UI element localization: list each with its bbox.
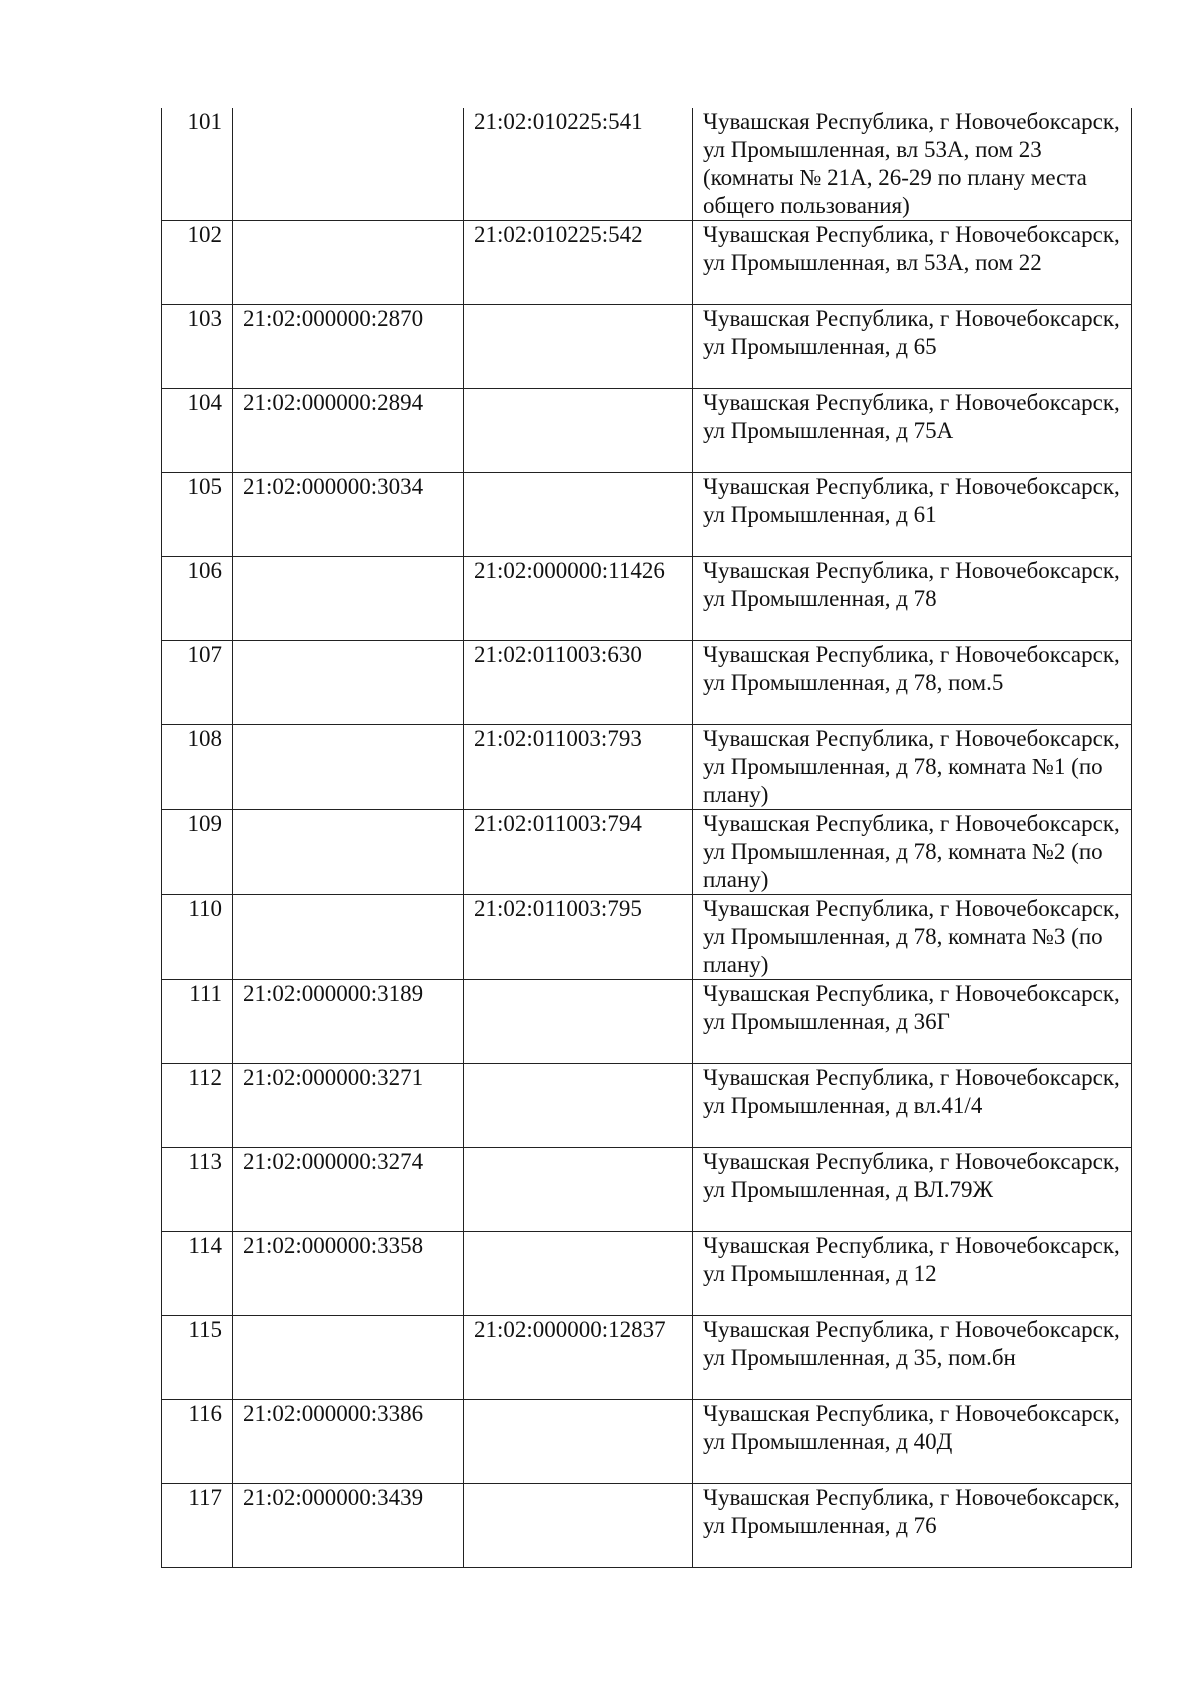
row-number: 103 xyxy=(162,305,233,389)
address: Чувашская Республика, г Новочебоксарск, ул Промышленная, д 35, пом.бн xyxy=(693,1316,1132,1400)
object-cadastral-number: 21:02:011003:793 xyxy=(464,725,693,810)
row-number: 115 xyxy=(162,1316,233,1400)
object-cadastral-number xyxy=(464,1484,693,1568)
object-cadastral-number xyxy=(464,1148,693,1232)
object-cadastral-number xyxy=(464,305,693,389)
table-row xyxy=(162,725,1132,810)
address: Чувашская Республика, г Новочебоксарск, ул Промышленная, д 40Д xyxy=(693,1400,1132,1484)
address: Чувашская Республика, г Новочебоксарск, ул Промышленная, д 78, комната №2 (по плану) xyxy=(693,810,1132,895)
table-row xyxy=(162,1148,1132,1232)
object-cadastral-number: 21:02:010225:541 xyxy=(464,108,693,221)
land-cadastral-number xyxy=(233,108,464,221)
row-number: 108 xyxy=(162,725,233,810)
address: Чувашская Республика, г Новочебоксарск, ул Промышленная, вл 53А, пом 23 (комнаты № 21А, 26-29 по плану места общего пользования) xyxy=(693,108,1132,221)
row-number: 107 xyxy=(162,641,233,725)
address: Чувашская Республика, г Новочебоксарск, ул Промышленная, д 76 xyxy=(693,1484,1132,1568)
address: Чувашская Республика, г Новочебоксарск, ул Промышленная, д 78 xyxy=(693,557,1132,641)
row-number: 109 xyxy=(162,810,233,895)
table-row xyxy=(162,641,1132,725)
table-row xyxy=(162,980,1132,1064)
land-cadastral-number: 21:02:000000:3358 xyxy=(233,1232,464,1316)
row-number: 106 xyxy=(162,557,233,641)
land-cadastral-number xyxy=(233,221,464,305)
address: Чувашская Республика, г Новочебоксарск, ул Промышленная, д 78, комната №1 (по плану) xyxy=(693,725,1132,810)
address: Чувашская Республика, г Новочебоксарск, ул Промышленная, д ВЛ.79Ж xyxy=(693,1148,1132,1232)
address: Чувашская Республика, г Новочебоксарск, ул Промышленная, д 78, комната №3 (по плану) xyxy=(693,895,1132,980)
table-row xyxy=(162,389,1132,473)
row-number: 113 xyxy=(162,1148,233,1232)
object-cadastral-number: 21:02:010225:542 xyxy=(464,221,693,305)
registry-table xyxy=(161,108,1132,1568)
table-row xyxy=(162,108,1132,221)
table-row xyxy=(162,895,1132,980)
table-row xyxy=(162,1400,1132,1484)
row-number: 104 xyxy=(162,389,233,473)
address: Чувашская Республика, г Новочебоксарск, ул Промышленная, вл 53А, пом 22 xyxy=(693,221,1132,305)
object-cadastral-number xyxy=(464,1400,693,1484)
object-cadastral-number: 21:02:011003:630 xyxy=(464,641,693,725)
object-cadastral-number: 21:02:000000:12837 xyxy=(464,1316,693,1400)
land-cadastral-number: 21:02:000000:2870 xyxy=(233,305,464,389)
land-cadastral-number: 21:02:000000:3274 xyxy=(233,1148,464,1232)
address: Чувашская Республика, г Новочебоксарск, ул Промышленная, д 78, пом.5 xyxy=(693,641,1132,725)
row-number: 105 xyxy=(162,473,233,557)
land-cadastral-number: 21:02:000000:3034 xyxy=(233,473,464,557)
land-cadastral-number xyxy=(233,810,464,895)
row-number: 111 xyxy=(162,980,233,1064)
table-row xyxy=(162,305,1132,389)
row-number: 101 xyxy=(162,108,233,221)
land-cadastral-number: 21:02:000000:3271 xyxy=(233,1064,464,1148)
table-row xyxy=(162,810,1132,895)
table-row xyxy=(162,557,1132,641)
address: Чувашская Республика, г Новочебоксарск, ул Промышленная, д 36Г xyxy=(693,980,1132,1064)
object-cadastral-number xyxy=(464,473,693,557)
land-cadastral-number xyxy=(233,557,464,641)
row-number: 117 xyxy=(162,1484,233,1568)
address: Чувашская Республика, г Новочебоксарск, ул Промышленная, д 61 xyxy=(693,473,1132,557)
object-cadastral-number xyxy=(464,980,693,1064)
land-cadastral-number: 21:02:000000:3439 xyxy=(233,1484,464,1568)
table-row xyxy=(162,221,1132,305)
address: Чувашская Республика, г Новочебоксарск, ул Промышленная, д 65 xyxy=(693,305,1132,389)
address: Чувашская Республика, г Новочебоксарск, ул Промышленная, д 12 xyxy=(693,1232,1132,1316)
address: Чувашская Республика, г Новочебоксарск, ул Промышленная, д вл.41/4 xyxy=(693,1064,1132,1148)
table-row xyxy=(162,1316,1132,1400)
object-cadastral-number: 21:02:011003:794 xyxy=(464,810,693,895)
object-cadastral-number: 21:02:011003:795 xyxy=(464,895,693,980)
land-cadastral-number xyxy=(233,895,464,980)
table-row xyxy=(162,1484,1132,1568)
row-number: 102 xyxy=(162,221,233,305)
land-cadastral-number: 21:02:000000:2894 xyxy=(233,389,464,473)
object-cadastral-number: 21:02:000000:11426 xyxy=(464,557,693,641)
land-cadastral-number xyxy=(233,725,464,810)
row-number: 112 xyxy=(162,1064,233,1148)
table-row xyxy=(162,473,1132,557)
row-number: 114 xyxy=(162,1232,233,1316)
land-cadastral-number: 21:02:000000:3189 xyxy=(233,980,464,1064)
land-cadastral-number xyxy=(233,1316,464,1400)
land-cadastral-number xyxy=(233,641,464,725)
address: Чувашская Республика, г Новочебоксарск, ул Промышленная, д 75А xyxy=(693,389,1132,473)
row-number: 116 xyxy=(162,1400,233,1484)
object-cadastral-number xyxy=(464,389,693,473)
registry-table-body xyxy=(162,108,1132,1568)
object-cadastral-number xyxy=(464,1064,693,1148)
object-cadastral-number xyxy=(464,1232,693,1316)
land-cadastral-number: 21:02:000000:3386 xyxy=(233,1400,464,1484)
row-number: 110 xyxy=(162,895,233,980)
table-row xyxy=(162,1064,1132,1148)
table-row xyxy=(162,1232,1132,1316)
